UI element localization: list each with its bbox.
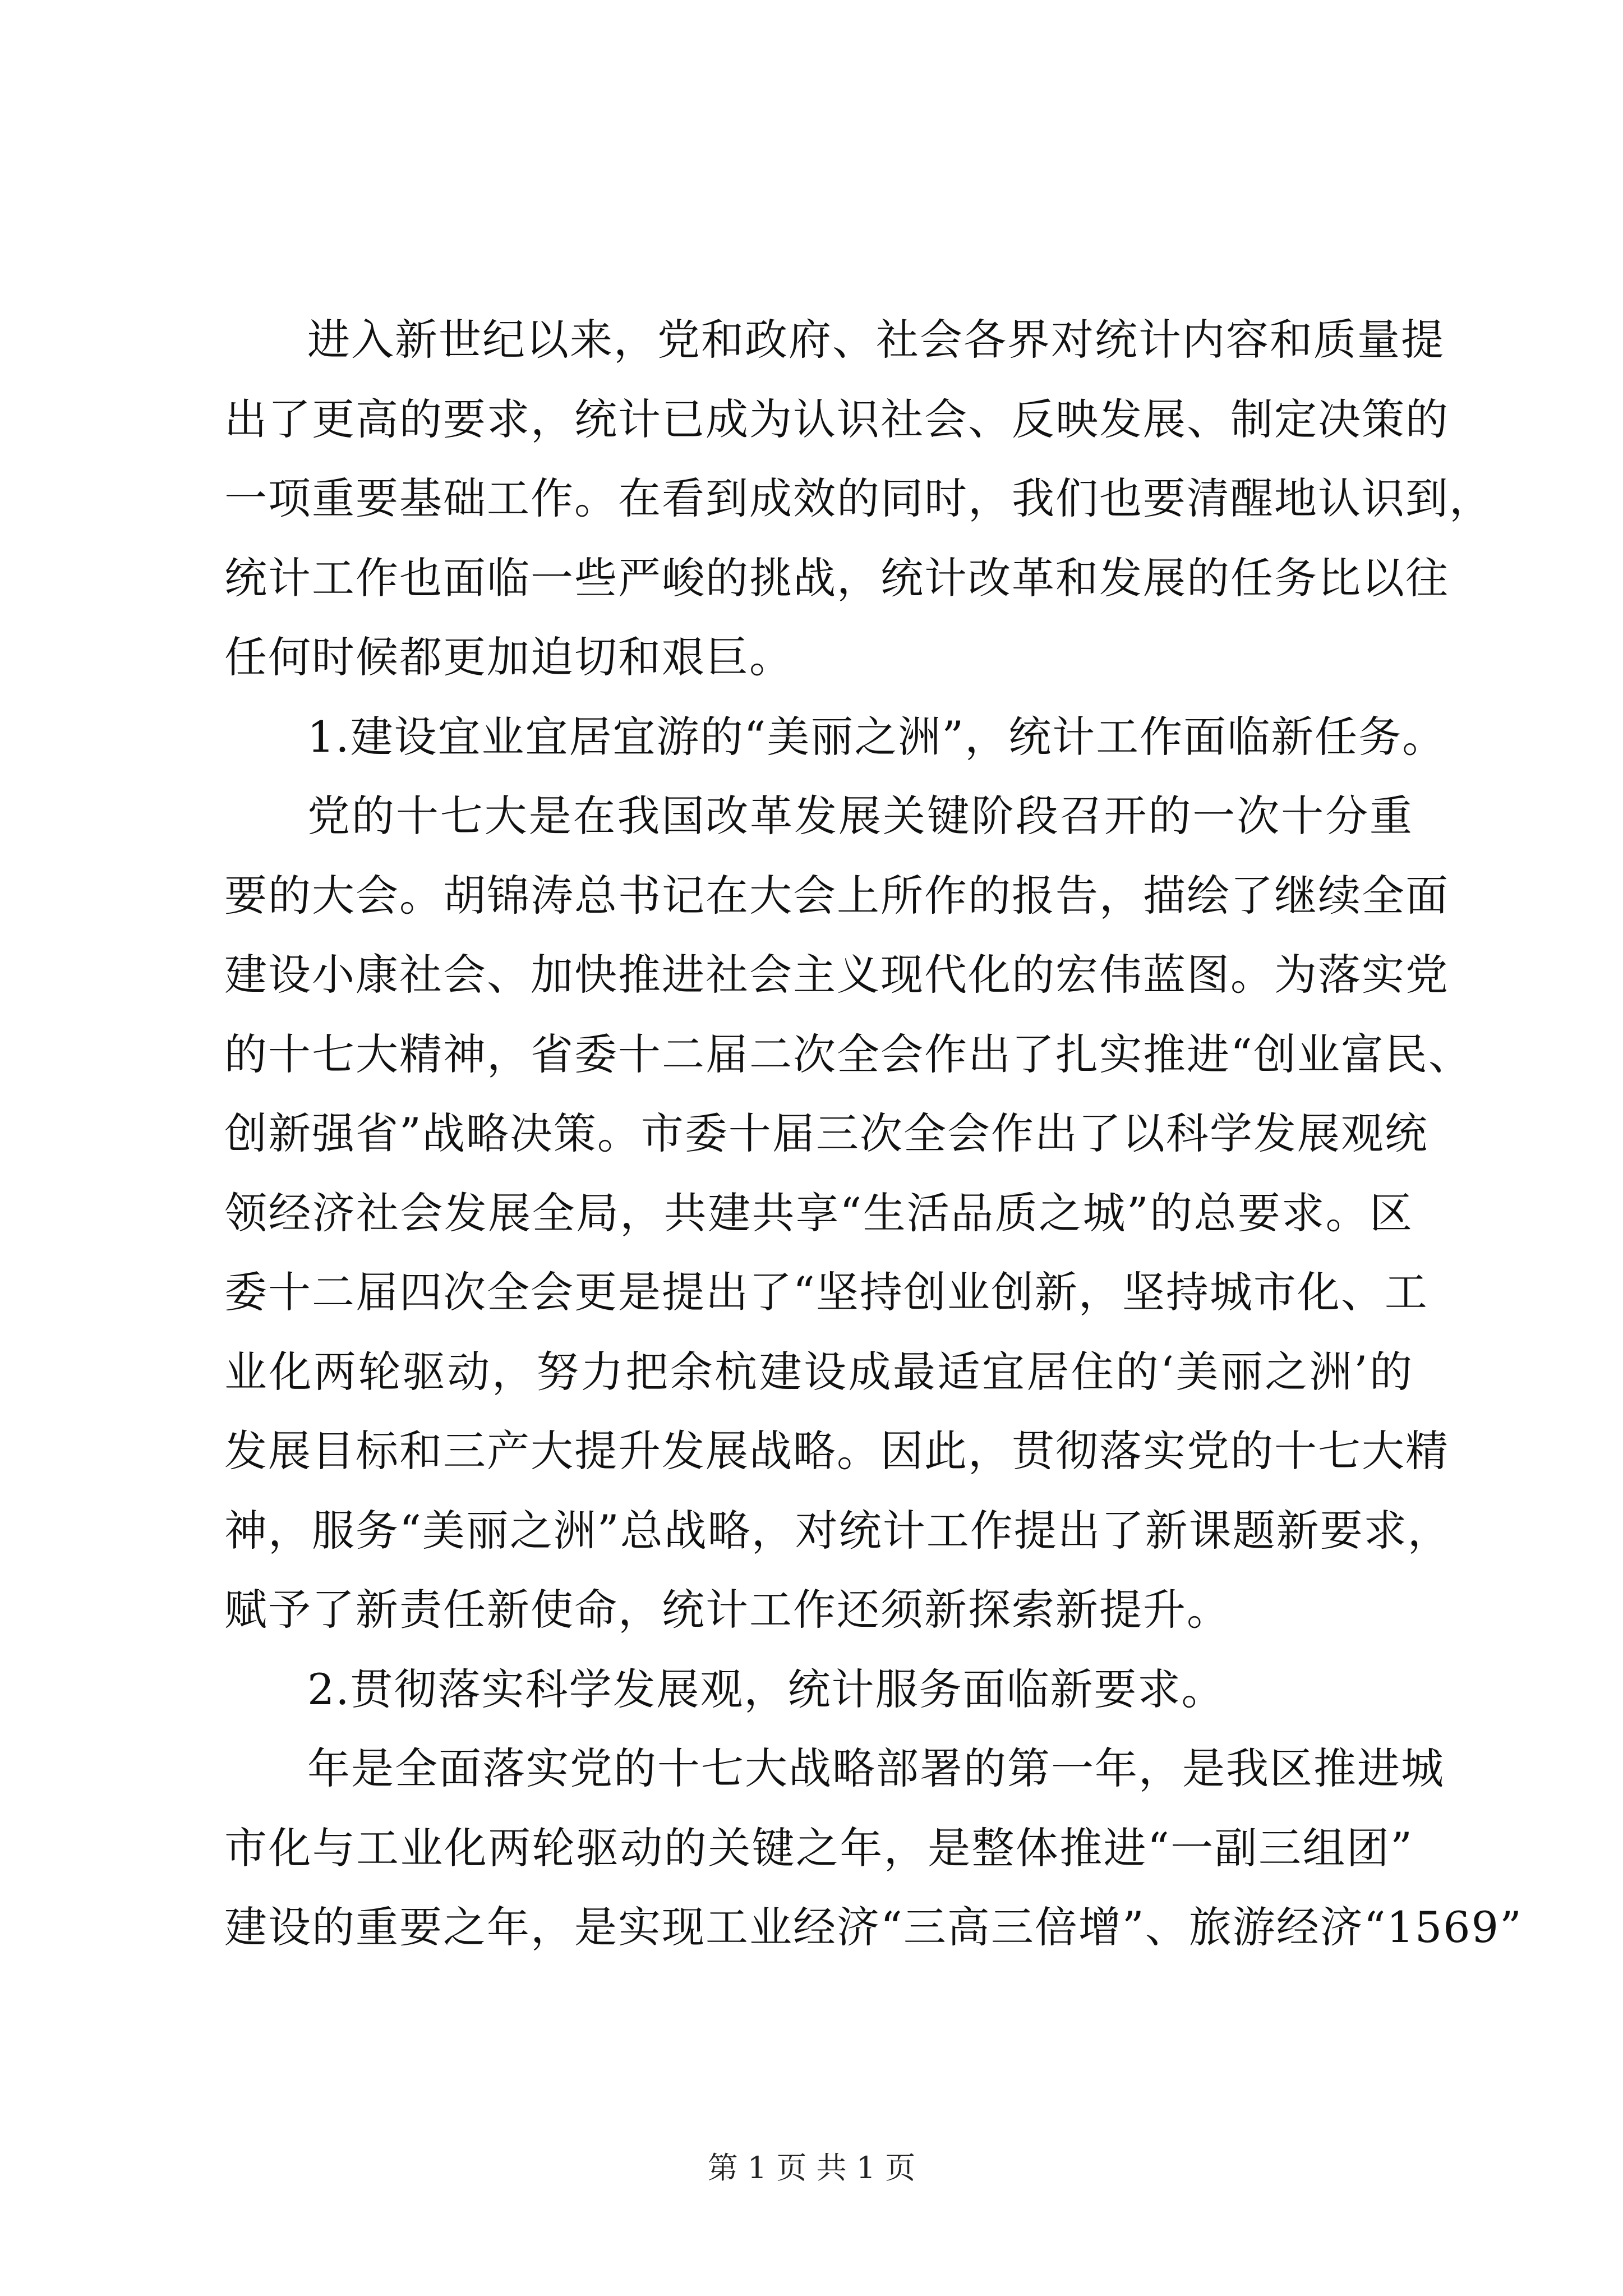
text-line: 神，服务“美丽之洲”总战略，对统计工作提出了新课题新要求， — [224, 1505, 1451, 1556]
text-line: 一项重要基础工作。在看到成效的同时，我们也要清醒地认识到， — [224, 473, 1493, 523]
document-body — [224, 300, 1523, 1967]
page-footer: 第 1 页 共 1 页 — [707, 2150, 916, 2185]
text-line: 业化两轮驱动，努力把余杭建设成最适宜居住的‘美丽之洲’的 — [224, 1346, 1413, 1397]
text-line: 2.贯彻落实科学发展观，统计服务面临新要求。 — [307, 1664, 1225, 1714]
text-line: 1.建设宜业宜居宜游的“美丽之洲”，统计工作面临新任务。 — [307, 711, 1446, 762]
text-line: 年是全面落实党的十七大战略部署的第一年，是我区推进城 — [307, 1743, 1445, 1793]
text-line: 领经济社会发展全局，共建共享“生活品质之城”的总要求。区 — [224, 1188, 1413, 1238]
text-line: 市化与工业化两轮驱动的关键之年，是整体推进“一副三组团” — [224, 1823, 1413, 1873]
text-line: 要的大会。胡锦涛总书记在大会上所作的报告，描绘了继续全面 — [224, 870, 1449, 921]
text-line: 任何时候都更加迫切和艰巨。 — [224, 632, 793, 682]
text-line: 建设的重要之年，是实现工业经济“三高三倍增”、旅游经济“1569” — [224, 1902, 1523, 1952]
text-line: 委十二届四次全会更是提出了“坚持创业创新，坚持城市化、工 — [224, 1267, 1428, 1317]
text-line: 的十七大精神，省委十二届二次全会作出了扎实推进“创业富民、 — [224, 1029, 1472, 1079]
text-line: 出了更高的要求，统计已成为认识社会、反映发展、制定决策的 — [224, 394, 1449, 444]
text-line: 进入新世纪以来，党和政府、社会各界对统计内容和质量提 — [307, 315, 1445, 365]
text-line: 赋予了新责任新使命，统计工作还须新探索新提升。 — [224, 1585, 1230, 1635]
text-line: 党的十七大是在我国改革发展关键阶段召开的一次十分重 — [307, 791, 1413, 841]
text-line: 发展目标和三产大提升发展战略。因此，贯彻落实党的十七大精 — [224, 1426, 1449, 1476]
text-line: 创新强省”战略决策。市委十届三次全会作出了以科学发展观统 — [224, 1108, 1428, 1158]
text-line: 建设小康社会、加快推进社会主义现代化的宏伟蓝图。为落实党 — [224, 950, 1449, 1000]
text-line: 统计工作也面临一些严峻的挑战，统计改革和发展的任务比以往 — [224, 553, 1449, 603]
